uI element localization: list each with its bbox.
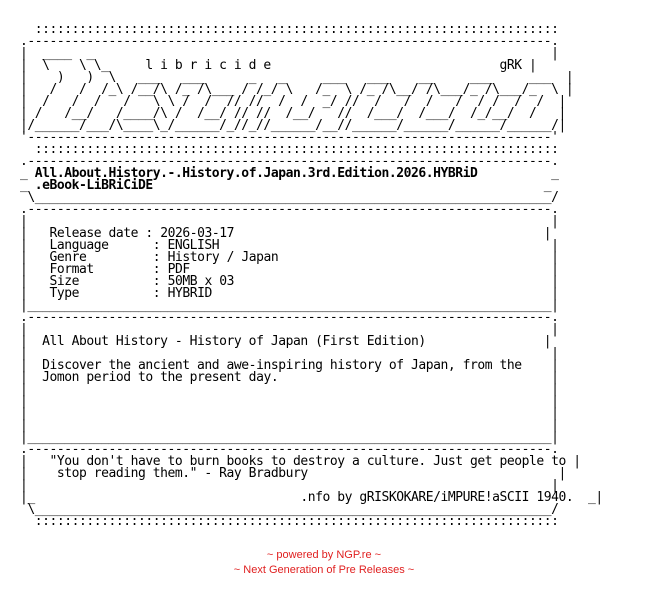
group-tag: gRK <box>499 58 522 73</box>
desc-box-bottom: |_______________________________________________________________________| <box>20 430 559 445</box>
footer <box>0 548 648 578</box>
label-size: Size <box>49 274 80 289</box>
desc-box-blank: | | | | | | | | <box>20 382 559 433</box>
desc-box-top: .-----------------------------------------------------------------------. | | <box>20 310 559 337</box>
tagline-link[interactable]: ~ Next Generation of Pre Releases ~ <box>233 564 415 576</box>
info-row-size: | Size : 50MB x 03 | <box>20 274 559 289</box>
description-body-line1: Discover the ancient and awe-inspiring history of Japan, from the <box>42 358 522 373</box>
quote-blank: | | <box>20 478 559 493</box>
label-genre: Genre <box>49 250 87 265</box>
nfo-credit: .nfo by gRISKOKARE/iMPURE!aSCII 1940. <box>300 490 574 505</box>
description-body-line2: Jomon period to the present day. <box>42 370 279 385</box>
desc-blank-1: | | <box>20 346 559 361</box>
quote-row-2: | stop reading them." - Ray Bradbury | <box>20 466 566 481</box>
name-box-mid: _ _ <box>20 166 559 193</box>
value-release-date: 2026-03-17 <box>160 226 234 241</box>
credit-row: |_ .nfo by gRISKOKARE/iMPURE!aSCII 1940. _| <box>20 490 603 505</box>
label-release-date: Release date <box>49 226 139 241</box>
label-format: Format <box>49 262 94 277</box>
quote-line2: stop reading them." - Ray Bradbury <box>56 466 308 481</box>
info-row-release-date: | Release date : 2026-03-17 | <box>20 226 552 241</box>
value-genre: History / Japan <box>167 250 279 265</box>
logo-art-end: | | ) ) \ ___ ___ _ _ ___ ___ __ ___ ___ | | / / /_\ /__/\ /_ /\___ / /_/ \ /_ \ /_ /\__/ /\___/_ /\___/_ \ | | / / / / \ \ / / // // / / _/ // / / / / / / / / | | / /__/ /____/\ / /__/ // // /__/ // /___/ /___/ /_/__/ / | |/______/___/\____\_/______/_//_//______/__//______/______/______/______/| '-----------------------------------------------------------------------' <box>20 58 574 145</box>
info-row-genre: | Genre : History / Japan | <box>20 250 559 265</box>
info-row-format: | Format : PDF | <box>20 262 559 277</box>
release-name-line2: .eBook-LiBRiCiDE <box>34 178 153 193</box>
description-title: All About History - History of Japan (First Edition) <box>42 334 426 349</box>
name-box-end: _ \______________________________________________________________________/ <box>27 178 559 205</box>
quote-line1: "You don't have to burn books to destroy a culture. Just get people to <box>49 454 566 469</box>
quote-box-bottom: \______________________________________________________________________/ <box>20 502 559 517</box>
powered-by-link[interactable]: ~ powered by NGP.re ~ <box>266 549 382 561</box>
logo-title-word: l i b r i c i d e <box>145 58 271 73</box>
info-box-top: .-----------------------------------------------------------------------. | | <box>20 202 559 229</box>
info-row-language: | Language : ENGLISH | <box>20 238 559 253</box>
label-language: Language <box>49 238 109 253</box>
info-box-bottom: |_______________________________________________________________________| <box>20 298 559 313</box>
mid-dots: ::::::::::::::::::::::::::::::::::::::::::::::::::::::::::::::::::::::: <box>20 142 559 157</box>
info-row-type: | Type : HYBRID | <box>20 286 559 301</box>
desc-title-row: | All About History - History of Japan (First Edition) | <box>20 334 552 349</box>
top-dots: ::::::::::::::::::::::::::::::::::::::::::::::::::::::::::::::::::::::: <box>20 22 559 37</box>
desc-body-row-2: | Jomon period to the present day. | <box>20 370 559 385</box>
logo-art: | ____ _ | | \ \ \_ <box>20 46 559 73</box>
value-type: HYBRID <box>167 286 212 301</box>
quote-box-top: .-----------------------------------------------------------------------. <box>20 442 559 457</box>
value-language: ENGLISH <box>167 238 220 253</box>
value-size: 50MB x 03 <box>167 274 234 289</box>
banner-border: .-----------------------------------------------------------------------. <box>20 34 559 49</box>
quote-row-1: | "You don't have to burn books to destroy a culture. Just get people to | <box>20 454 581 469</box>
name-box: .-----------------------------------------------------------------------. _ <box>20 154 559 181</box>
bottom-dots: ::::::::::::::::::::::::::::::::::::::::::::::::::::::::::::::::::::::: <box>20 514 559 529</box>
desc-body-row-1: | Discover the ancient and awe-inspiring history of Japan, from the | <box>20 358 559 373</box>
label-type: Type <box>49 286 80 301</box>
value-format: PDF <box>167 262 190 277</box>
nfo-text <box>20 24 603 528</box>
release-name-line1: All.About.History.-.History.of.Japan.3rd.Edition.2026.HYBRiD <box>34 166 478 181</box>
